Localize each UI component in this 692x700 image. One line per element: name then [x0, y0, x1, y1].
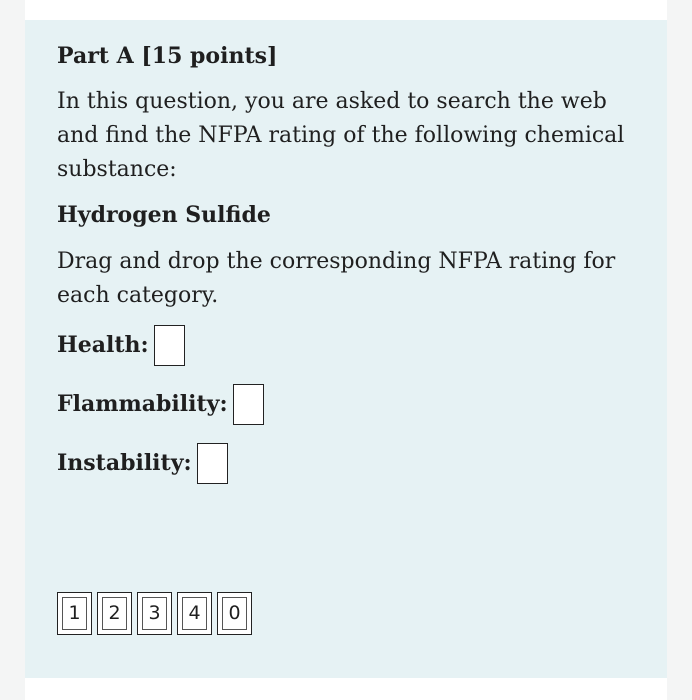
- substance-name: Hydrogen Sulfide: [57, 202, 271, 228]
- flammability-label: Flammability:: [57, 391, 228, 417]
- rating-tile-2[interactable]: [97, 592, 132, 635]
- instability-rating-row: [57, 441, 228, 485]
- health-drop-target[interactable]: [154, 325, 185, 366]
- rating-tile-value: 0: [228, 602, 241, 624]
- rating-tile-value: 2: [108, 602, 121, 624]
- rating-tile-4[interactable]: [177, 592, 212, 635]
- rating-tile-bank: [57, 592, 252, 635]
- question-intro: In this question, you are asked to search the web and find the NFPA rating of the following chemical substance:: [57, 89, 625, 182]
- question-instructions: Drag and drop the corresponding NFPA rating for each category.: [57, 249, 616, 308]
- rating-tile-1[interactable]: [57, 592, 92, 635]
- rating-tile-3[interactable]: [137, 592, 172, 635]
- rating-tile-0[interactable]: [217, 592, 252, 635]
- part-title: Part A [15 points]: [57, 43, 278, 69]
- health-label: Health:: [57, 332, 149, 358]
- flammability-rating-row: [57, 382, 264, 426]
- instability-label: Instability:: [57, 450, 192, 476]
- rating-tile-value: 3: [148, 602, 161, 624]
- rating-tile-value: 1: [68, 602, 81, 624]
- health-rating-row: [57, 323, 185, 367]
- flammability-drop-target[interactable]: [233, 384, 264, 425]
- instability-drop-target[interactable]: [197, 443, 228, 484]
- rating-tile-value: 4: [188, 602, 201, 624]
